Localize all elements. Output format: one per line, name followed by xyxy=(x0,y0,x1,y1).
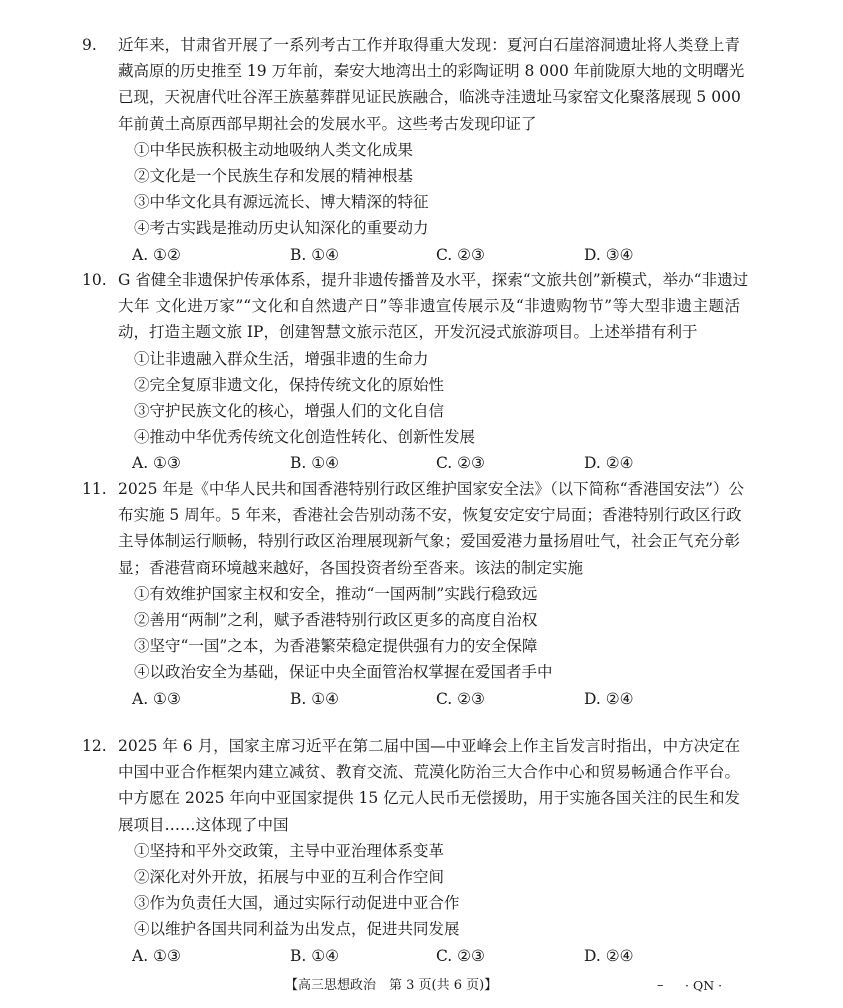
stem-line: 布实施 5 周年。5 年来，香港社会告别动荡不安，恢复安定安宁局面；香港特别行政区行政 xyxy=(118,506,742,525)
choice-d: D. ②④ xyxy=(584,454,634,473)
question-number: 10. xyxy=(82,271,107,289)
choice-c: C. ②③ xyxy=(436,454,485,473)
stem-line: 年前黄土高原西部早期社会的发展水平。这些考古发现印证了 xyxy=(118,114,537,133)
stem-line: 已现，天祝唐代吐谷浑王族墓葬群见证民族融合，临洮寺洼遗址马家窑文化聚落展现 5 000 xyxy=(118,88,741,107)
choice-d: D. ③④ xyxy=(584,245,634,264)
question-9 xyxy=(82,32,745,268)
stem-line: 2025 年 6 月，国家主席习近平在第二届中国—中亚峰会上作主旨发言时指出，中方决定在 xyxy=(118,737,741,755)
statement-option: ②文化是一个民族生存和发展的精神根基 xyxy=(134,166,414,185)
statement-option: ③中华文化具有源远流长、博大精深的特征 xyxy=(134,193,429,212)
answer-choices xyxy=(118,686,740,712)
statement-option: ④考古实践是推动历史认知深化的重要动力 xyxy=(134,219,429,238)
stem-line: 动，打造主题文旅 IP，创建智慧文旅示范区，开发沉浸式旅游项目。上述举措有利于 xyxy=(118,323,698,342)
choice-a: A. ①③ xyxy=(132,454,181,473)
choice-a: A. ①③ xyxy=(132,946,181,965)
stem-line: 藏高原的历史推至 19 万年前，秦安大地湾出土的彩陶证明 8 000 年前陇原大地的文明曙光 xyxy=(118,62,745,81)
statement-option: ①有效维护国家主权和安全，推动“一国两制”实践行稳致远 xyxy=(134,584,538,603)
statement-option: ①坚持和平外交政策，主导中亚治理体系变革 xyxy=(134,841,445,860)
answer-choices xyxy=(118,450,740,476)
question-10 xyxy=(82,267,749,477)
answer-choices xyxy=(118,943,740,969)
footer-page-info: 【高三思想政治 第 3 页(共 6 页)】 xyxy=(285,978,498,993)
stem-line: 近年来，甘肃省开展了一系列考古工作并取得重大发现：夏河白石崖溶洞遗址将人类登上青 xyxy=(118,36,740,54)
page-footer xyxy=(0,976,843,998)
statement-option: ③守护民族文化的核心，增强人们的文化自信 xyxy=(134,401,445,420)
question-number: 11. xyxy=(82,480,107,498)
choice-b: B. ①④ xyxy=(290,454,340,473)
question-number: 9. xyxy=(82,36,97,54)
stem-line: 主导体制运行顺畅，特别行政区治理展现新气象；爱国爱港力量扬眉吐气，社会正气充分彰 xyxy=(118,532,740,551)
question-12 xyxy=(82,733,741,969)
choice-a: A. ①③ xyxy=(132,689,181,708)
choice-a: A. ①② xyxy=(132,245,181,264)
statement-option: ①中华民族积极主动地吸纳人类文化成果 xyxy=(134,140,414,159)
stem-line: 展项目……这体现了中国 xyxy=(118,815,289,834)
statement-option: ①让非遗融入群众生活，增强非遗的生命力 xyxy=(134,349,429,368)
footer-code: · QN · xyxy=(685,978,723,993)
statement-option: ④以维护各国共同利益为出发点，促进共同发展 xyxy=(134,920,460,939)
stem-line: G 省健全非遗保护传承体系，提升非遗传播普及水平，探索“文旅共创”新模式，举办“非遗过 xyxy=(118,271,749,289)
choice-c: C. ②③ xyxy=(436,689,485,708)
choice-b: B. ①④ xyxy=(290,946,340,965)
choice-c: C. ②③ xyxy=(436,245,485,264)
stem-line: 2025 年是《中华人民共和国香港特别行政区维护国家安全法》（以下简称“香港国安法”）公 xyxy=(118,480,744,498)
choice-b: B. ①④ xyxy=(290,689,340,708)
statement-option: ②深化对外开放，拓展与中亚的互利合作空间 xyxy=(134,867,445,886)
footer-dash: – xyxy=(657,978,664,993)
statement-option: ③坚守“一国”之本，为香港繁荣稳定提供强有力的安全保障 xyxy=(134,637,538,656)
choice-b: B. ①④ xyxy=(290,245,340,264)
answer-choices xyxy=(118,242,740,268)
stem-line: 中方愿在 2025 年向中亚国家提供 15 亿元人民币无偿援助，用于实施各国关注的民生和发 xyxy=(118,789,740,808)
statement-option: ④以政治安全为基础，保证中央全面管治权掌握在爱国者手中 xyxy=(134,663,553,682)
stem-line: 大年 文化进万家”“文化和自然遗产日”等非遗宣传展示及“非遗购物节”等大型非遗主题活 xyxy=(118,297,740,316)
statement-option: ②完全复原非遗文化，保持传统文化的原始性 xyxy=(134,375,445,394)
statement-option: ③作为负责任大国，通过实际行动促进中亚合作 xyxy=(134,894,460,913)
choice-d: D. ②④ xyxy=(584,689,634,708)
statement-option: ④推动中华优秀传统文化创造性转化、创新性发展 xyxy=(134,428,476,447)
choice-c: C. ②③ xyxy=(436,946,485,965)
stem-line: 中国中亚合作框架内建立减贫、教育交流、荒漠化防治三大合作中心和贸易畅通合作平台。 xyxy=(118,763,740,782)
question-number: 12. xyxy=(82,737,107,755)
choice-d: D. ②④ xyxy=(584,946,634,965)
statement-option: ②善用“两制”之利，赋予香港特别行政区更多的高度自治权 xyxy=(134,610,538,629)
question-11 xyxy=(82,476,744,712)
stem-line: 显；香港营商环境越来越好，各国投资者纷至沓来。该法的制定实施 xyxy=(118,558,584,577)
